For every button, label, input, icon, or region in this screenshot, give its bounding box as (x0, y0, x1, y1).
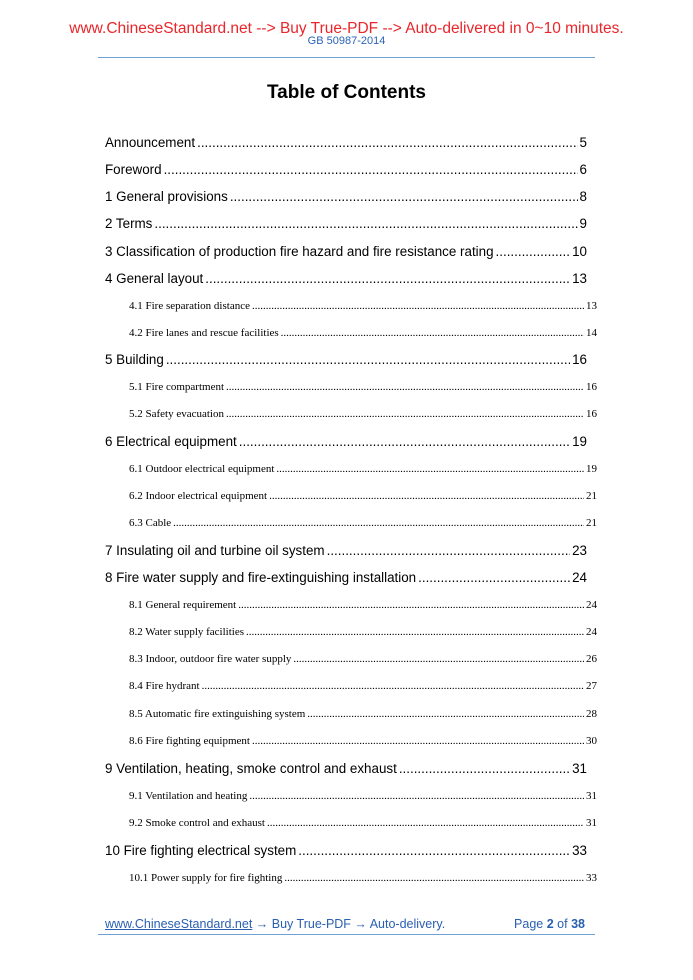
toc-entry-title: Foreword (105, 162, 162, 177)
toc-subentry[interactable] (129, 380, 597, 394)
toc-entry-page: 30 (586, 735, 597, 747)
toc-entry-title: 9.1 Ventilation and heating (129, 790, 248, 802)
toc-entry-title: 6.3 Cable (129, 517, 172, 529)
dot-leader (307, 707, 584, 721)
standard-number: GB 50987-2014 (307, 35, 386, 47)
dot-leader (418, 570, 570, 586)
page-footer (105, 916, 585, 932)
toc-entry-page: 31 (586, 790, 597, 802)
toc-entry-title: 8.6 Fire fighting equipment (129, 735, 250, 747)
dot-leader (205, 271, 570, 287)
dot-leader (230, 189, 578, 205)
toc-entry-page: 31 (586, 817, 597, 829)
toc-entry-title: 10.1 Power supply for fire fighting (129, 872, 283, 884)
toc-entry-page: 24 (572, 570, 587, 585)
toc-entry-title: 4.1 Fire separation distance (129, 300, 250, 312)
toc-entry-page: 33 (586, 872, 597, 884)
dot-leader (298, 843, 570, 859)
toc-entry-title: 8.5 Automatic fire extinguishing system (129, 708, 306, 720)
dot-leader (166, 352, 570, 368)
toc-entry-page: 27 (586, 680, 597, 692)
toc-entry-page: 31 (572, 761, 587, 776)
toc-entry-page: 14 (586, 327, 597, 339)
dot-leader (269, 489, 584, 503)
toc-subentry[interactable] (129, 299, 597, 313)
toc-entry-page: 16 (586, 408, 597, 420)
toc-entry-title: 9 Ventilation, heating, smoke control and exhaust (105, 761, 397, 776)
toc-entry-title: 2 Terms (105, 216, 153, 231)
toc-entry-title: 8.1 General requirement (129, 599, 237, 611)
toc-entry-title: 5.1 Fire compartment (129, 381, 225, 393)
footer-tail: → Buy True-PDF → Auto-delivery. (252, 917, 446, 931)
dot-leader (226, 407, 584, 421)
dot-leader (252, 299, 584, 313)
toc-entry-title: 6 Electrical equipment (105, 434, 237, 449)
toc-subentry[interactable] (129, 462, 597, 476)
dot-leader (197, 135, 577, 151)
toc-entry-title: 8 Fire water supply and fire-extinguishing installation (105, 570, 417, 585)
toc-entry[interactable] (105, 570, 587, 586)
toc-subentry[interactable] (129, 489, 597, 503)
dot-leader (154, 216, 577, 232)
toc-entry[interactable] (105, 135, 587, 151)
dot-leader (238, 598, 584, 612)
dot-leader (276, 462, 584, 476)
toc-entry-title: 10 Fire fighting electrical system (105, 843, 297, 858)
toc-entry-title: 7 Insulating oil and turbine oil system (105, 543, 325, 558)
toc-entry[interactable] (105, 843, 587, 859)
toc-entry-title: Announcement (105, 135, 196, 150)
page-of: of (557, 917, 568, 931)
toc-list (105, 0, 597, 980)
toc-entry-page: 13 (572, 271, 587, 286)
toc-entry-page: 24 (586, 599, 597, 611)
toc-entry-page: 26 (586, 653, 597, 665)
dot-leader (281, 326, 584, 340)
dot-leader (293, 652, 584, 666)
toc-entry-page: 6 (579, 162, 587, 177)
dot-leader (173, 516, 584, 530)
toc-entry-title: 1 General provisions (105, 189, 228, 204)
toc-subentry[interactable] (129, 679, 597, 693)
page-indicator (514, 916, 585, 932)
dot-leader (399, 761, 570, 777)
toc-entry[interactable] (105, 244, 587, 260)
page-label: Page (514, 917, 544, 931)
toc-entry[interactable] (105, 162, 587, 178)
toc-subentry[interactable] (129, 816, 597, 830)
dot-leader (327, 543, 571, 559)
page-title: Table of Contents (266, 82, 427, 103)
toc-subentry[interactable] (129, 652, 597, 666)
toc-entry-page: 13 (586, 300, 597, 312)
toc-entry-page: 5 (579, 135, 587, 150)
toc-entry-title: 4 General layout (105, 271, 204, 286)
toc-subentry[interactable] (129, 407, 597, 421)
page-total: 38 (571, 917, 585, 931)
footer-divider (98, 934, 595, 935)
toc-entry[interactable] (105, 216, 587, 232)
toc-entry-title: 3 Classification of production fire hazard and fire resistance rating (105, 244, 494, 259)
toc-entry-page: 19 (586, 463, 597, 475)
toc-entry-page: 21 (586, 517, 597, 529)
toc-subentry[interactable] (129, 789, 597, 803)
dot-leader (239, 434, 570, 450)
toc-subentry[interactable] (129, 326, 597, 340)
footer-promo (105, 916, 445, 932)
dot-leader (267, 816, 584, 830)
toc-entry-page: 19 (572, 434, 587, 449)
toc-entry-title: 6.2 Indoor electrical equipment (129, 490, 268, 502)
toc-entry-page: 16 (586, 381, 597, 393)
dot-leader (202, 679, 584, 693)
toc-entry-title: 8.3 Indoor, outdoor fire water supply (129, 653, 292, 665)
toc-entry[interactable] (105, 352, 587, 368)
toc-entry-page: 9 (579, 216, 587, 231)
footer-link[interactable]: www.ChineseStandard.net (105, 917, 253, 931)
dot-leader (249, 789, 584, 803)
toc-entry-title: 8.4 Fire hydrant (129, 680, 200, 692)
dot-leader (246, 625, 584, 639)
toc-subentry[interactable] (129, 734, 597, 748)
dot-leader (226, 380, 584, 394)
toc-entry-page: 10 (572, 244, 587, 259)
dot-leader (252, 734, 584, 748)
toc-entry-title: 5.2 Safety evacuation (129, 408, 224, 420)
toc-subentry[interactable] (129, 707, 597, 721)
toc-entry-title: 8.2 Water supply facilities (129, 626, 244, 638)
toc-subentry[interactable] (129, 598, 597, 612)
toc-entry-page: 21 (586, 490, 597, 502)
toc-entry-title: 5 Building (105, 352, 164, 367)
toc-entry[interactable] (105, 543, 587, 559)
toc-entry-title: 6.1 Outdoor electrical equipment (129, 463, 275, 475)
toc-entry[interactable] (105, 761, 587, 777)
toc-subentry[interactable] (129, 625, 597, 639)
toc-entry-page: 8 (579, 189, 587, 204)
dot-leader (164, 162, 578, 178)
toc-subentry[interactable] (129, 871, 597, 885)
toc-entry-title: 4.2 Fire lanes and rescue facilities (129, 327, 279, 339)
toc-entry-page: 24 (586, 626, 597, 638)
toc-entry[interactable] (105, 189, 587, 205)
toc-subentry[interactable] (129, 516, 597, 530)
dot-leader (284, 871, 584, 885)
toc-entry-page: 28 (586, 708, 597, 720)
toc-entry-page: 33 (572, 843, 587, 858)
promo-banner: www.ChineseStandard.net --> Buy True-PDF --> Auto-delivered in 0~10 minutes. (69, 20, 624, 37)
toc-entry-page: 23 (572, 543, 587, 558)
page-current: 2 (546, 917, 554, 931)
toc-entry-page: 16 (572, 352, 587, 367)
dot-leader (496, 244, 571, 260)
toc-entry[interactable] (105, 271, 587, 287)
toc-entry-title: 9.2 Smoke control and exhaust (129, 817, 265, 829)
toc-entry[interactable] (105, 434, 587, 450)
